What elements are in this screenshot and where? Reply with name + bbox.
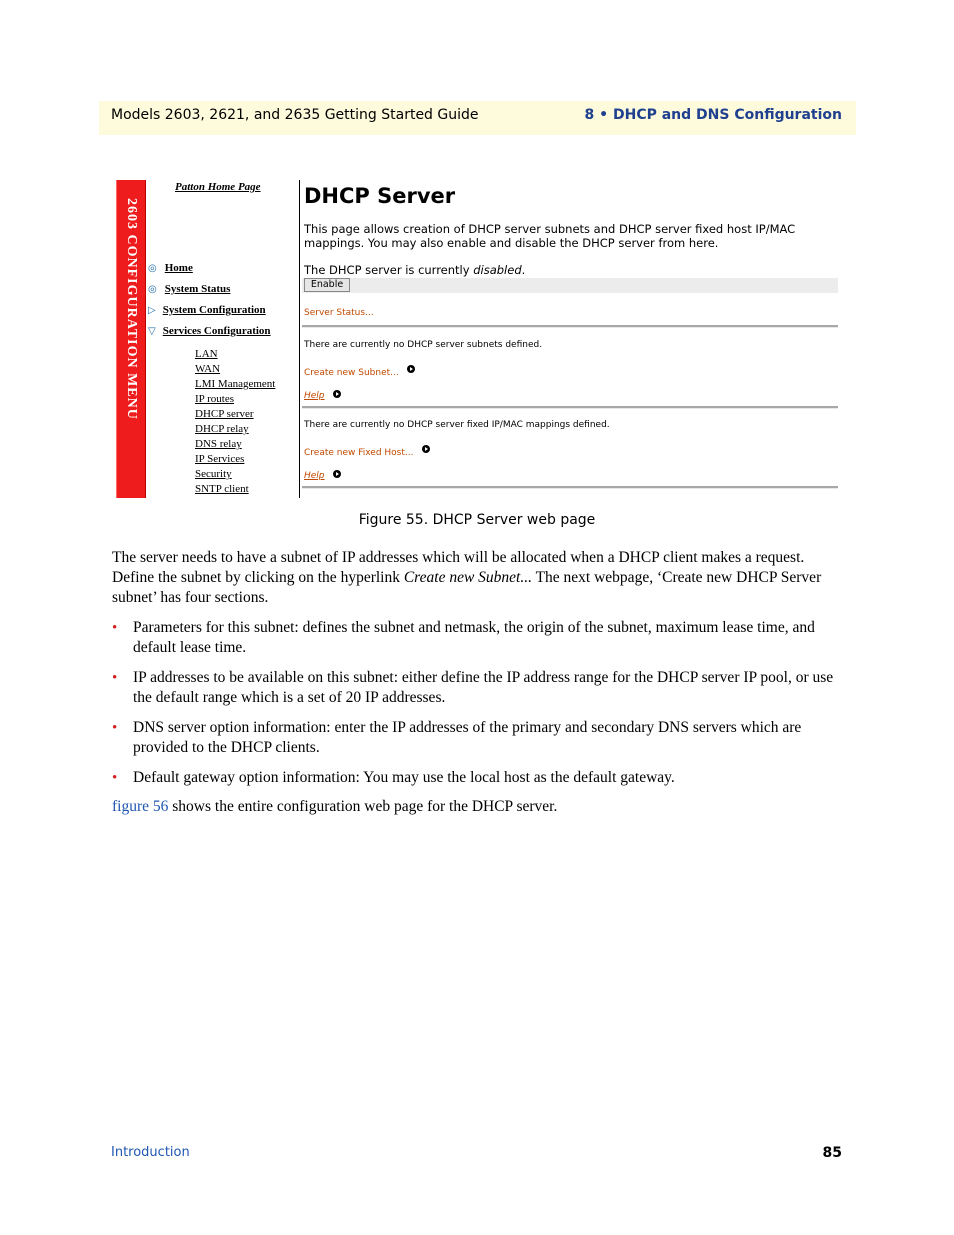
bullet-item [112,668,843,708]
guide-title: Models 2603, 2621, and 2635 Getting Started Guide [111,107,479,123]
figure-56-link[interactable]: figure 56 [112,798,169,815]
para-text: shows the entire configuration web page for the DHCP server. [168,798,558,815]
body-paragraph [112,548,842,608]
button-row [302,278,838,293]
no-mappings-text: There are currently no DHCP server fixed IP/MAC mappings defined. [304,420,610,430]
submenu-dhcp-relay[interactable]: DHCP relay [195,423,249,435]
frame-divider [299,180,300,498]
create-subnet-link[interactable]: Create new Subnet... [304,368,399,378]
arrow-circle-icon [422,445,430,453]
bullet-text: IP addresses to be available on this subnet: either define the IP address range for the DHCP server IP pool, or use the default range which is a set of 20 IP addresses. [133,669,834,706]
arrow-circle-icon [333,390,341,398]
bullet-icon: • [112,770,118,786]
triangle-down-icon: ▽ [148,326,156,337]
sidebar-title: 2603 CONFIGURATION MENU [124,198,139,420]
enable-button[interactable]: Enable [304,278,350,292]
help-row-1[interactable] [304,385,341,403]
circle-bullet-icon: ◎ [148,263,157,274]
bullet-text: DNS server option information: enter the IP addresses of the primary and secondary DNS servers which are provided to the DHCP clients. [133,719,802,756]
status-suffix: . [521,263,526,277]
sidebar-banner [116,180,146,498]
divider [302,406,838,409]
divider [302,486,838,489]
menu-item-label: System Status [164,283,231,295]
para-emphasis: Create new Subnet... [403,569,532,586]
create-subnet-row[interactable] [304,362,415,380]
submenu-ip-routes[interactable]: IP routes [195,393,235,405]
submenu-ip-services[interactable]: IP Services [195,453,245,465]
menu-item-label: Services Configuration [162,325,271,337]
para-text: The next webpage, ‘Create new DHCP Server subnet’ has four sections. [112,569,822,606]
create-fixed-host-link[interactable]: Create new Fixed Host... [304,448,414,458]
figure-screenshot [114,178,842,500]
patton-home-link[interactable]: Patton Home Page [175,181,261,193]
submenu-lan[interactable]: LAN [195,348,218,360]
body-paragraph [112,797,842,817]
help-row-2[interactable] [304,465,341,483]
page-title: DHCP Server [304,184,456,208]
submenu-sntp-client[interactable]: SNTP client [195,483,249,495]
help-link-1[interactable]: Help [304,391,325,401]
triangle-right-icon: ▷ [148,305,156,316]
menu-item-label: Home [164,262,193,274]
status-prefix: The DHCP server is currently [304,263,474,277]
submenu-dns-relay[interactable]: DNS relay [195,438,242,450]
divider [302,325,838,328]
bullet-text: Default gateway option information: You may use the local host as the default gateway. [133,769,675,786]
create-fixed-host-row[interactable] [304,442,430,460]
bullet-text: Parameters for this subnet: defines the subnet and netmask, the origin of the subnet, maximum lease time, and default lease time. [133,619,815,656]
menu-item-services-configuration[interactable] [148,321,271,339]
footer-section: Introduction [111,1145,190,1160]
no-subnets-text: There are currently no DHCP server subnets defined. [304,340,543,350]
help-link-2[interactable]: Help [304,471,325,481]
server-status-text [304,263,525,277]
menu-item-label: System Configuration [162,304,266,316]
page-description: This page allows creation of DHCP server subnets and DHCP server fixed host IP/MAC mappings. You may also enable and disable the DHCP server from here. [304,222,796,250]
figure-caption: Figure 55. DHCP Server web page [358,512,596,528]
submenu-lmi-management[interactable]: LMI Management [195,378,276,390]
bullet-icon: • [112,670,118,686]
submenu-dhcp-server[interactable]: DHCP server [195,408,254,420]
arrow-circle-icon [407,365,415,373]
para-text: The server needs to have a subnet of IP addresses which will be allocated when a DHCP client makes a request. Define the subnet by clicking on the hyperlink [112,549,805,586]
bullet-icon: • [112,720,118,736]
arrow-circle-icon [333,470,341,478]
circle-bullet-icon: ◎ [148,284,157,295]
bullet-icon: • [112,620,118,636]
bullet-item [112,768,843,788]
menu-item-system-configuration[interactable] [148,300,266,318]
bullet-item [112,618,843,658]
bullet-item [112,718,843,758]
server-status-link[interactable]: Server Status... [304,308,374,318]
menu-item-system-status[interactable] [148,279,230,297]
running-header [99,101,856,135]
page-number: 85 [822,1145,842,1161]
status-value: disabled [473,263,522,277]
submenu-wan[interactable]: WAN [195,363,221,375]
chapter-title: 8 • DHCP and DNS Configuration [584,107,842,123]
submenu-security[interactable]: Security [195,468,232,480]
menu-item-home[interactable] [148,258,193,276]
